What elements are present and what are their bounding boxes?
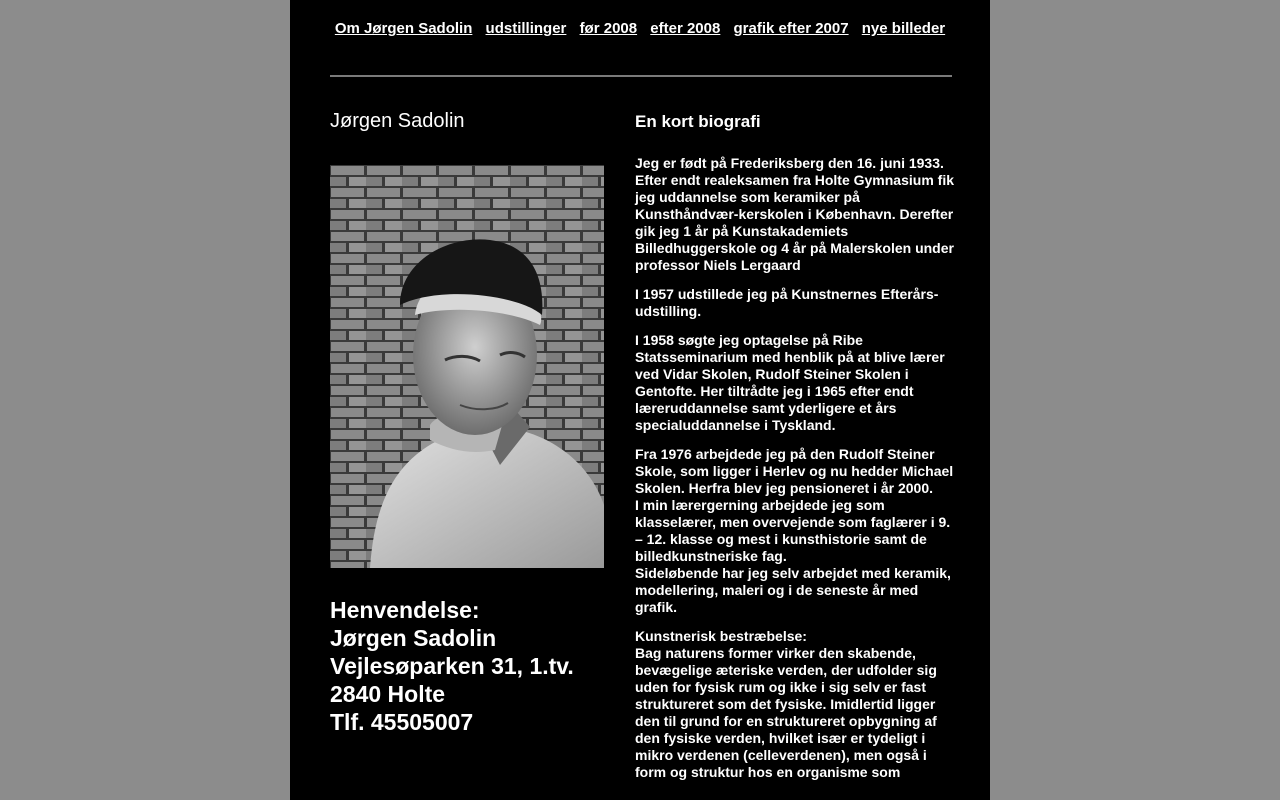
- bio-text: [635, 155, 955, 793]
- nav-link-before-2008[interactable]: før 2008: [579, 20, 638, 37]
- nav-link-about[interactable]: Om Jørgen Sadolin: [334, 20, 473, 37]
- nav-link-exhibitions[interactable]: udstillinger: [485, 20, 567, 37]
- bio-line: Bag naturens former virker den skabende, bevægelige æteriske verden, der udfolder sig uden for fysisk rum og ikke i sig selv er fast struktureret som det fysiske. Imidlertid ligger den til grund for en struktureret opbygning af den fysiske verden, hvilket især er tydeligt i mikro verdenen (celleverdenen), men også i form og struktur hos en organisme som: [635, 645, 937, 780]
- main-nav: [290, 20, 990, 37]
- contact-block: [330, 596, 574, 736]
- bio-line: I min lærergerning arbejdede jeg som klasselærer, men overvejende som faglærer i 9. – 12. klasse og mest i kunsthistorie samt de billedkunstneriske fag.: [635, 497, 951, 564]
- bio-line: Sideløbende har jeg selv arbejdet med keramik, modellering, maleri og i de seneste år med grafik.: [635, 565, 951, 615]
- artist-portrait-photo: [330, 165, 604, 568]
- bio-paragraph: [635, 446, 955, 616]
- contact-street: Vejlesøparken 31, 1.tv.: [330, 653, 574, 679]
- bio-paragraph: [635, 628, 955, 781]
- contact-phone: Tlf. 45505007: [330, 709, 474, 735]
- bio-paragraph: I 1957 udstillede jeg på Kunstnernes Efterårs-udstilling.: [635, 286, 939, 319]
- contact-heading: Henvendelse:: [330, 597, 480, 623]
- nav-link-after-2008[interactable]: efter 2008: [650, 20, 721, 37]
- page-container: [290, 0, 990, 800]
- header-divider: [330, 75, 952, 77]
- bio-line: Fra 1976 arbejdede jeg på den Rudolf Steiner Skole, som ligger i Herlev og nu hedder Michael Skolen. Herfra blev jeg pensioneret i år 2000.: [635, 446, 954, 496]
- bio-title: En kort biografi: [635, 112, 761, 131]
- nav-link-graphics-after-2007[interactable]: grafik efter 2007: [733, 20, 849, 37]
- contact-name: Jørgen Sadolin: [330, 625, 497, 651]
- bio-paragraph: I 1958 søgte jeg optagelse på Ribe Statsseminarium med henblik på at blive lærer ved Vidar Skolen, Rudolf Steiner Skolen i Gentofte. Her tiltrådte jeg i 1965 efter endt læreruddannelse samt yderligere et års specialuddannelse i Tyskland.: [635, 332, 945, 433]
- nav-link-new-pictures[interactable]: nye billeder: [861, 20, 946, 37]
- contact-city: 2840 Holte: [330, 681, 446, 707]
- bio-subheading: Kunstnerisk bestræbelse:: [635, 628, 807, 644]
- bio-paragraph: Jeg er født på Frederiksberg den 16. juni 1933. Efter endt realeksamen fra Holte Gymnasium fik jeg uddannelse som keramiker på Kunsthåndvær-kerskolen i København. Derefter gik jeg 1 år på Kunstakademiets Billedhuggerskole og 4 år på Malerskolen under professor Niels Lergaard: [635, 155, 954, 273]
- artist-name: Jørgen Sadolin: [330, 110, 465, 132]
